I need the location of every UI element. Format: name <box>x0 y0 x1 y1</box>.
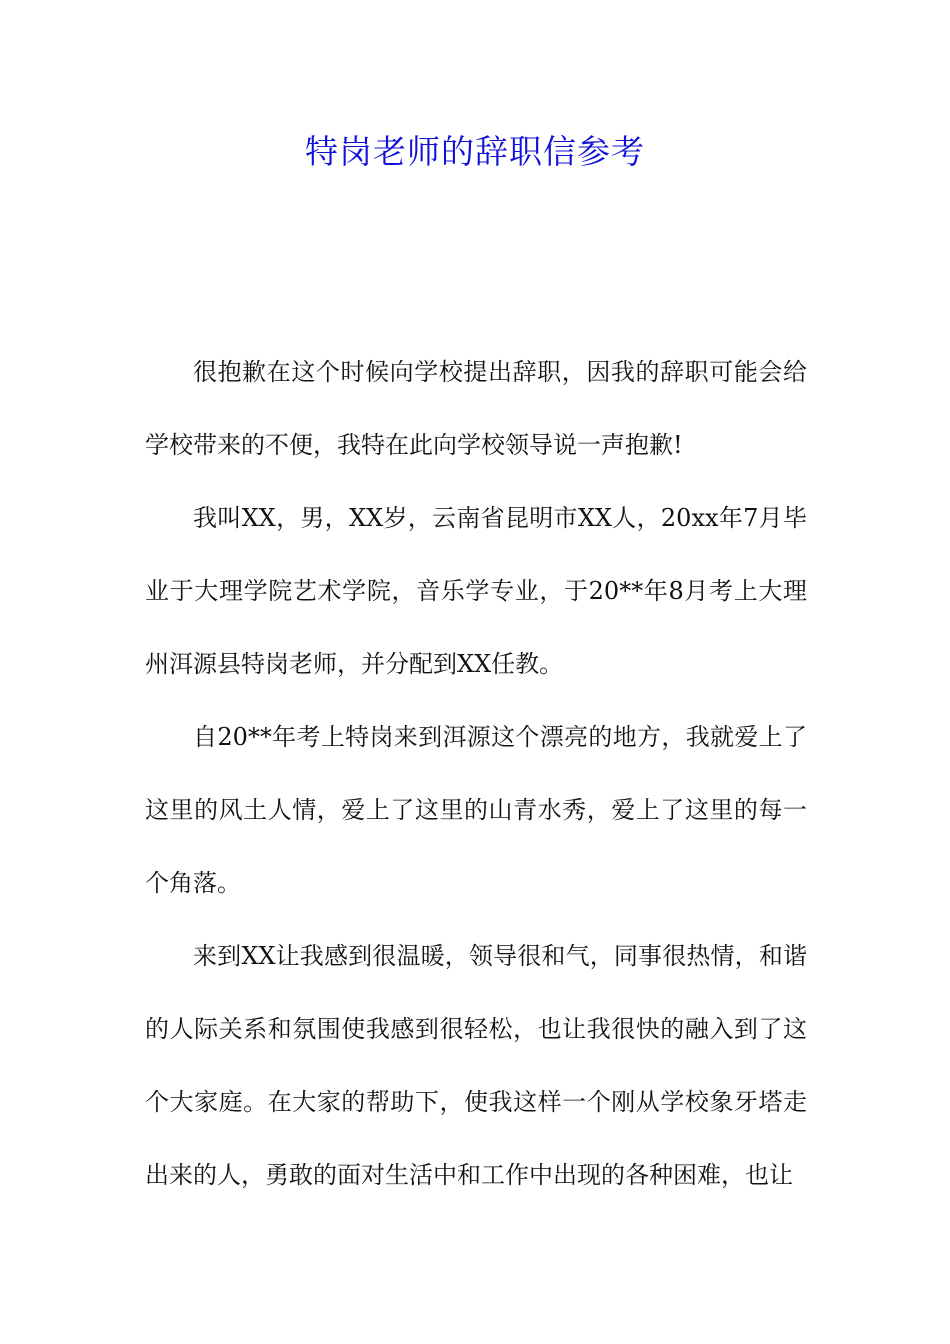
paragraph-love-of-place: 自20**年考上特岗来到洱源这个漂亮的地方，我就爱上了这里的风土人情，爱上了这里的山青水秀，爱上了这里的每一个角落。 <box>145 723 807 897</box>
paragraph-colleagues: 来到XX让我感到很温暖，领导很和气，同事很热情，和谐的人际关系和氛围使我感到很轻松，也让我很快的融入到了这个大家庭。在大家的帮助下，使我这样一个刚从学校象牙塔走出来的人，勇敢的面对生活中和工作中出现的各种困难，也让 <box>145 942 807 1189</box>
document-body <box>145 336 807 1212</box>
paragraph-self-introduction: 我叫XX，男，XX岁，云南省昆明市XX人，20xx年7月毕业于大理学院艺术学院，音乐学专业，于20**年8月考上大理州洱源县特岗老师，并分配到XX任教。 <box>145 504 807 678</box>
paragraph-apology: 很抱歉在这个时候向学校提出辞职，因我的辞职可能会给学校带来的不便，我特在此向学校领导说一声抱歉! <box>145 358 807 459</box>
document-title: 特岗老师的辞职信参考 <box>305 132 645 171</box>
